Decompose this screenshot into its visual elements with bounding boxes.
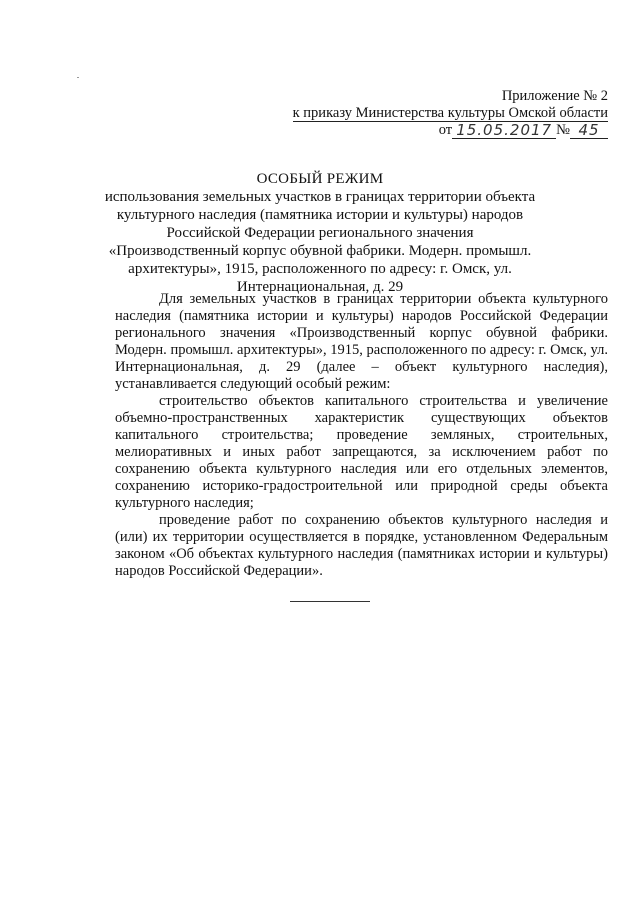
- regime-item-1: строительство объектов капитального строительства и увеличение объемно-пространственных характеристик существующих объектов капитального строительства; проведение земляных, строительных, мелиоративных и иных работ запрещаются, за исключением работ по сохранению объекта культурного наследия или его отдельных элементов, сохранению историко-градостроительной или природной среды объекта культурного наследия;: [115, 393, 608, 511]
- intro-paragraph: Для земельных участков в границах территории объекта культурного наследия (памятника истории и культуры) народов Российской Федерации регионального значения «Производственный корпус обувной фабрики. Модерн. промышл. архитектуры», 1915, расположенного по адресу: г. Омск, ул. Интернациональная, д. 29 (далее – объект культурного наследия), устанавливается следующий особый режим:: [115, 291, 608, 392]
- handwritten-date: 15.05.2017: [452, 123, 556, 139]
- appendix-label: Приложение № 2: [501, 88, 608, 104]
- handwritten-number: 45: [570, 123, 608, 139]
- end-divider: [290, 601, 370, 602]
- title-main: ОСОБЫЙ РЕЖИМ: [256, 171, 384, 187]
- document-body: [115, 291, 608, 580]
- order-reference: [268, 105, 608, 122]
- order-text: к приказу Министерства культуры Омской области: [292, 105, 608, 121]
- scan-mark: [77, 77, 79, 78]
- regime-item-2: проведение работ по сохранению объектов культурного наследия и (или) их территории осуществляется в порядке, установленном Федеральным законом «Об объектах культурного наследия (памятниках истории и культуры) народов Российской Федерации».: [115, 512, 608, 579]
- title-subtitle: использования земельных участков в границах территории объекта культурного наследия (памятника истории и культуры) народов Российской Федерации регионального значения «Производственный корпус обувной фабрики. Модерн. промышл. архитектуры», 1915, расположенного по адресу: г. Омск, ул. Интернациональная, д. 29: [104, 189, 536, 295]
- date-prefix: от: [438, 122, 453, 138]
- order-date-number: [439, 122, 608, 139]
- number-sign: №: [556, 122, 570, 138]
- document-title: [100, 170, 540, 296]
- appendix-header: [268, 88, 608, 139]
